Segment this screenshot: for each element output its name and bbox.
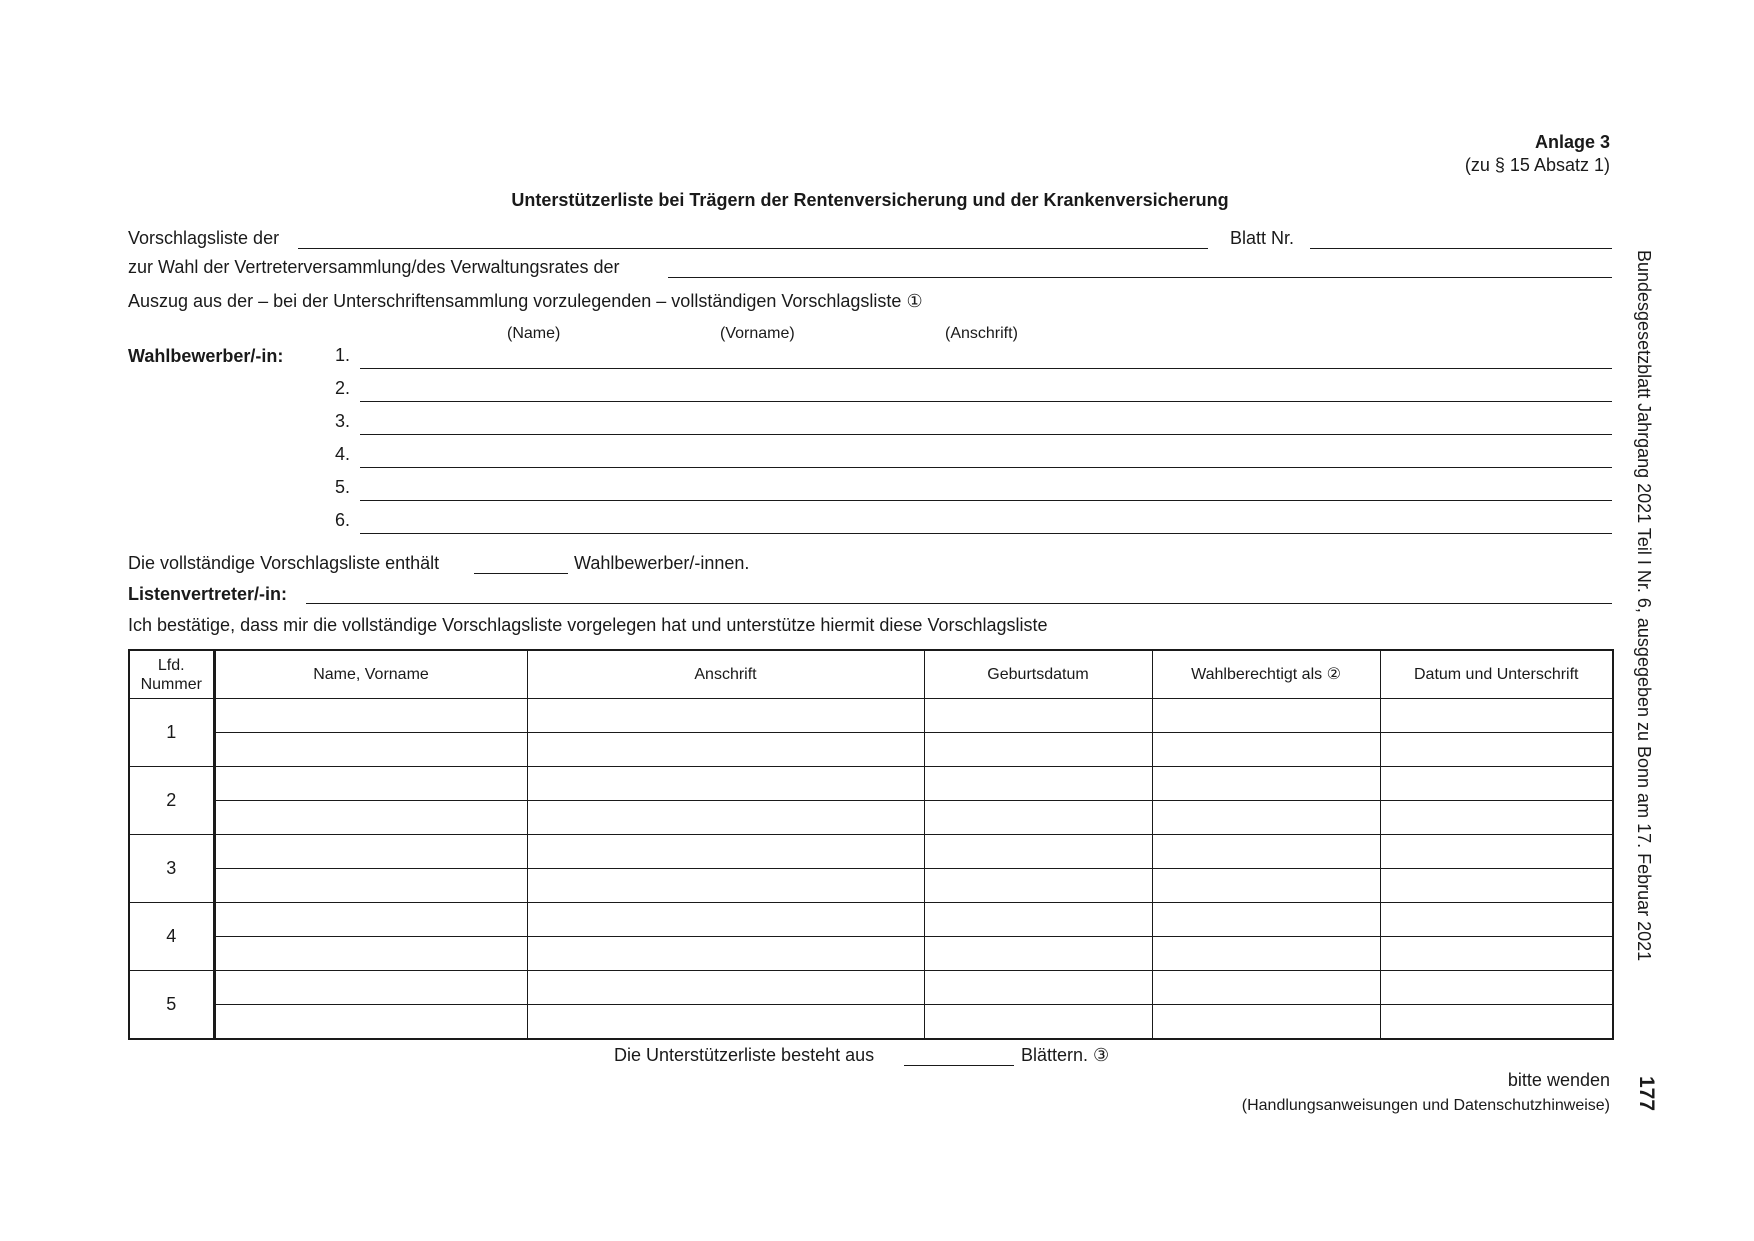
birthdate-cell[interactable] — [924, 733, 1152, 767]
birthdate-cell[interactable] — [924, 835, 1152, 869]
listenvertreter-field[interactable] — [306, 603, 1612, 604]
eligibility-cell[interactable] — [1152, 937, 1380, 971]
table-row — [129, 903, 1613, 937]
birthdate-cell[interactable] — [924, 869, 1152, 903]
vorschlagsliste-field[interactable] — [298, 248, 1208, 249]
birthdate-cell[interactable] — [924, 937, 1152, 971]
row-number: 3 — [129, 835, 214, 903]
candidate-number: 5. — [334, 477, 350, 497]
header-lfd-nummer — [129, 650, 214, 699]
signature-cell[interactable] — [1380, 937, 1613, 971]
gazette-sidebar: Bundesgesetzblatt Jahrgang 2021 Teil I Nr. 6, ausgegeben zu Bonn am 17. Februar 2021 — [1634, 250, 1654, 962]
hint-vorname: (Vorname) — [720, 325, 795, 342]
listenvertreter-label: Listenvertreter/-in: — [128, 584, 288, 604]
page-number: 177 — [1635, 1076, 1658, 1112]
blatt-label: Blatt Nr. — [1230, 228, 1295, 248]
candidate-number: 1. — [334, 345, 350, 365]
header-name: Name, Vorname — [214, 650, 527, 699]
eligibility-cell[interactable] — [1152, 903, 1380, 937]
enthaelt-pre: Die vollständige Vorschlagsliste enthält — [128, 553, 440, 573]
hint-name: (Name) — [507, 325, 561, 342]
candidate-row[interactable] — [330, 444, 1612, 468]
candidate-row[interactable] — [330, 345, 1612, 369]
annex-header — [1465, 131, 1610, 177]
table-row — [129, 699, 1613, 733]
signature-cell[interactable] — [1380, 971, 1613, 1005]
name-cell[interactable] — [214, 1005, 527, 1040]
name-cell[interactable] — [214, 869, 527, 903]
header-nummer: Nummer — [140, 675, 202, 693]
besteht-post: Blättern. ③ — [1021, 1045, 1110, 1065]
table-row — [129, 937, 1613, 971]
signature-cell[interactable] — [1380, 903, 1613, 937]
vorschlagsliste-label: Vorschlagsliste der — [128, 228, 280, 248]
eligibility-cell[interactable] — [1152, 767, 1380, 801]
birthdate-cell[interactable] — [924, 801, 1152, 835]
header-anschrift: Anschrift — [527, 650, 924, 699]
annex-reference: (zu § 15 Absatz 1) — [1464, 155, 1610, 175]
candidate-number: 4. — [334, 444, 350, 464]
table-row — [129, 971, 1613, 1005]
table-row — [129, 835, 1613, 869]
name-cell[interactable] — [214, 835, 527, 869]
birthdate-cell[interactable] — [924, 1005, 1152, 1040]
address-cell[interactable] — [527, 971, 924, 1005]
birthdate-cell[interactable] — [924, 767, 1152, 801]
address-cell[interactable] — [527, 801, 924, 835]
signature-cell[interactable] — [1380, 699, 1613, 733]
header-wahlberechtigt: Wahlberechtigt als ② — [1152, 650, 1380, 699]
row-number: 1 — [129, 699, 214, 767]
row-number: 2 — [129, 767, 214, 835]
annex-number: Anlage 3 — [1534, 132, 1610, 152]
candidate-row[interactable] — [330, 378, 1612, 402]
signature-cell[interactable] — [1380, 869, 1613, 903]
address-cell[interactable] — [527, 767, 924, 801]
eligibility-cell[interactable] — [1152, 699, 1380, 733]
eligibility-cell[interactable] — [1152, 1005, 1380, 1040]
signature-cell[interactable] — [1380, 835, 1613, 869]
name-cell[interactable] — [214, 971, 527, 1005]
header-geburtsdatum: Geburtsdatum — [924, 650, 1152, 699]
hint-anschrift: (Anschrift) — [945, 325, 1018, 342]
bitte-wenden: bitte wenden — [1507, 1070, 1610, 1090]
table-row — [129, 801, 1613, 835]
address-cell[interactable] — [527, 1005, 924, 1040]
eligibility-cell[interactable] — [1152, 733, 1380, 767]
name-cell[interactable] — [214, 937, 527, 971]
eligibility-cell[interactable] — [1152, 835, 1380, 869]
header-datum-unterschrift: Datum und Unterschrift — [1380, 650, 1613, 699]
candidate-number: 6. — [334, 510, 350, 530]
table-row — [129, 869, 1613, 903]
signature-cell[interactable] — [1380, 801, 1613, 835]
signature-cell[interactable] — [1380, 767, 1613, 801]
candidate-number: 2. — [334, 378, 350, 398]
name-cell[interactable] — [214, 767, 527, 801]
name-cell[interactable] — [214, 903, 527, 937]
candidate-number: 3. — [334, 411, 350, 431]
eligibility-cell[interactable] — [1152, 971, 1380, 1005]
wahl-field[interactable] — [668, 277, 1612, 278]
address-cell[interactable] — [527, 835, 924, 869]
address-cell[interactable] — [527, 699, 924, 733]
eligibility-cell[interactable] — [1152, 801, 1380, 835]
besteht-pre: Die Unterstützerliste besteht aus — [614, 1045, 875, 1065]
address-cell[interactable] — [527, 869, 924, 903]
signature-cell[interactable] — [1380, 733, 1613, 767]
auszug-text: Auszug aus der – bei der Unterschriftensammlung vorzulegenden – vollständigen Vorschlagsliste ① — [128, 291, 923, 311]
form-title: Unterstützerliste bei Trägern der Rentenversicherung und der Krankenversicherung — [511, 190, 1229, 210]
row-number: 5 — [129, 971, 214, 1040]
table-row — [129, 1005, 1613, 1040]
sheet-count-field[interactable] — [904, 1065, 1014, 1066]
candidate-row[interactable] — [330, 477, 1612, 501]
hinweise-note: (Handlungsanweisungen und Datenschutzhinweise) — [1241, 1097, 1610, 1114]
name-cell[interactable] — [214, 801, 527, 835]
header-lfd: Lfd. — [157, 656, 185, 674]
wahlbewerber-label: Wahlbewerber/-in: — [128, 346, 284, 366]
candidate-row[interactable] — [330, 510, 1612, 534]
table-header-row — [129, 650, 1613, 699]
bestaetigung-text: Ich bestätige, dass mir die vollständige Vorschlagsliste vorgelegen hat und unterstütze hiermit diese Vorschlagsliste — [128, 615, 1048, 635]
candidate-count-field[interactable] — [474, 573, 568, 574]
address-cell[interactable] — [527, 937, 924, 971]
name-cell[interactable] — [214, 699, 527, 733]
eligibility-cell[interactable] — [1152, 869, 1380, 903]
address-cell[interactable] — [527, 733, 924, 767]
row-number: 4 — [129, 903, 214, 971]
blatt-field[interactable] — [1310, 248, 1612, 249]
address-cell[interactable] — [527, 903, 924, 937]
birthdate-cell[interactable] — [924, 971, 1152, 1005]
birthdate-cell[interactable] — [924, 903, 1152, 937]
supporter-table — [128, 649, 1614, 1040]
table-row — [129, 767, 1613, 801]
wahl-label: zur Wahl der Vertreterversammlung/des Verwaltungsrates der — [128, 257, 620, 277]
birthdate-cell[interactable] — [924, 699, 1152, 733]
name-cell[interactable] — [214, 733, 527, 767]
signature-cell[interactable] — [1380, 1005, 1613, 1040]
table-row — [129, 733, 1613, 767]
candidate-row[interactable] — [330, 411, 1612, 435]
enthaelt-post: Wahlbewerber/-innen. — [574, 553, 750, 573]
